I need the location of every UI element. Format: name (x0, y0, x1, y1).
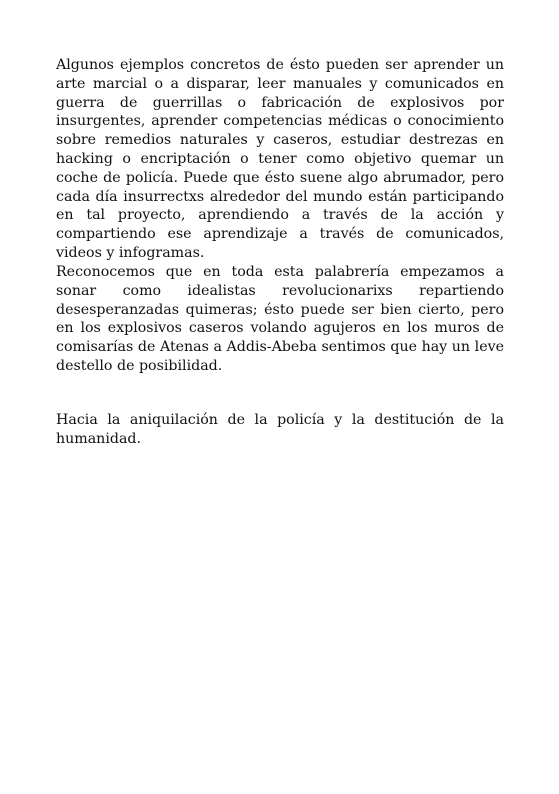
paragraph-examples: Algunos ejemplos concretos de ésto pueden ser aprender un arte marcial o a disparar, leer manuales y comunicados en guerra de guerrillas o fabricación de explosivos por insurgentes, aprender competencias médicas o conocimiento sobre remedios naturales y caseros, estudiar destrezas en hacking o encriptación o tener como objetivo quemar un coche de policía. Puede que ésto suene algo abrumador, pero cada día insurrectxs alrededor del mundo están participando en tal proyecto, aprendiendo a través de la acción y compartiendo ese aprendizaje a través de comunicados, videos y infogramas. (56, 57, 504, 261)
paragraph-closing: Hacia la aniquilación de la policía y la destitución de la humanidad. (56, 412, 504, 447)
paragraph-recognition: Reconocemos que en toda esta palabrería empezamos a sonar como idealistas revolucionarixs repartiendo desesperanzadas quimeras; ésto puede ser bien cierto, pero en los explosivos caseros volando agujeros en los muros de comisarías de Atenas a Addis-Abeba sentimos que hay un leve destello de posibilidad. (56, 264, 504, 374)
